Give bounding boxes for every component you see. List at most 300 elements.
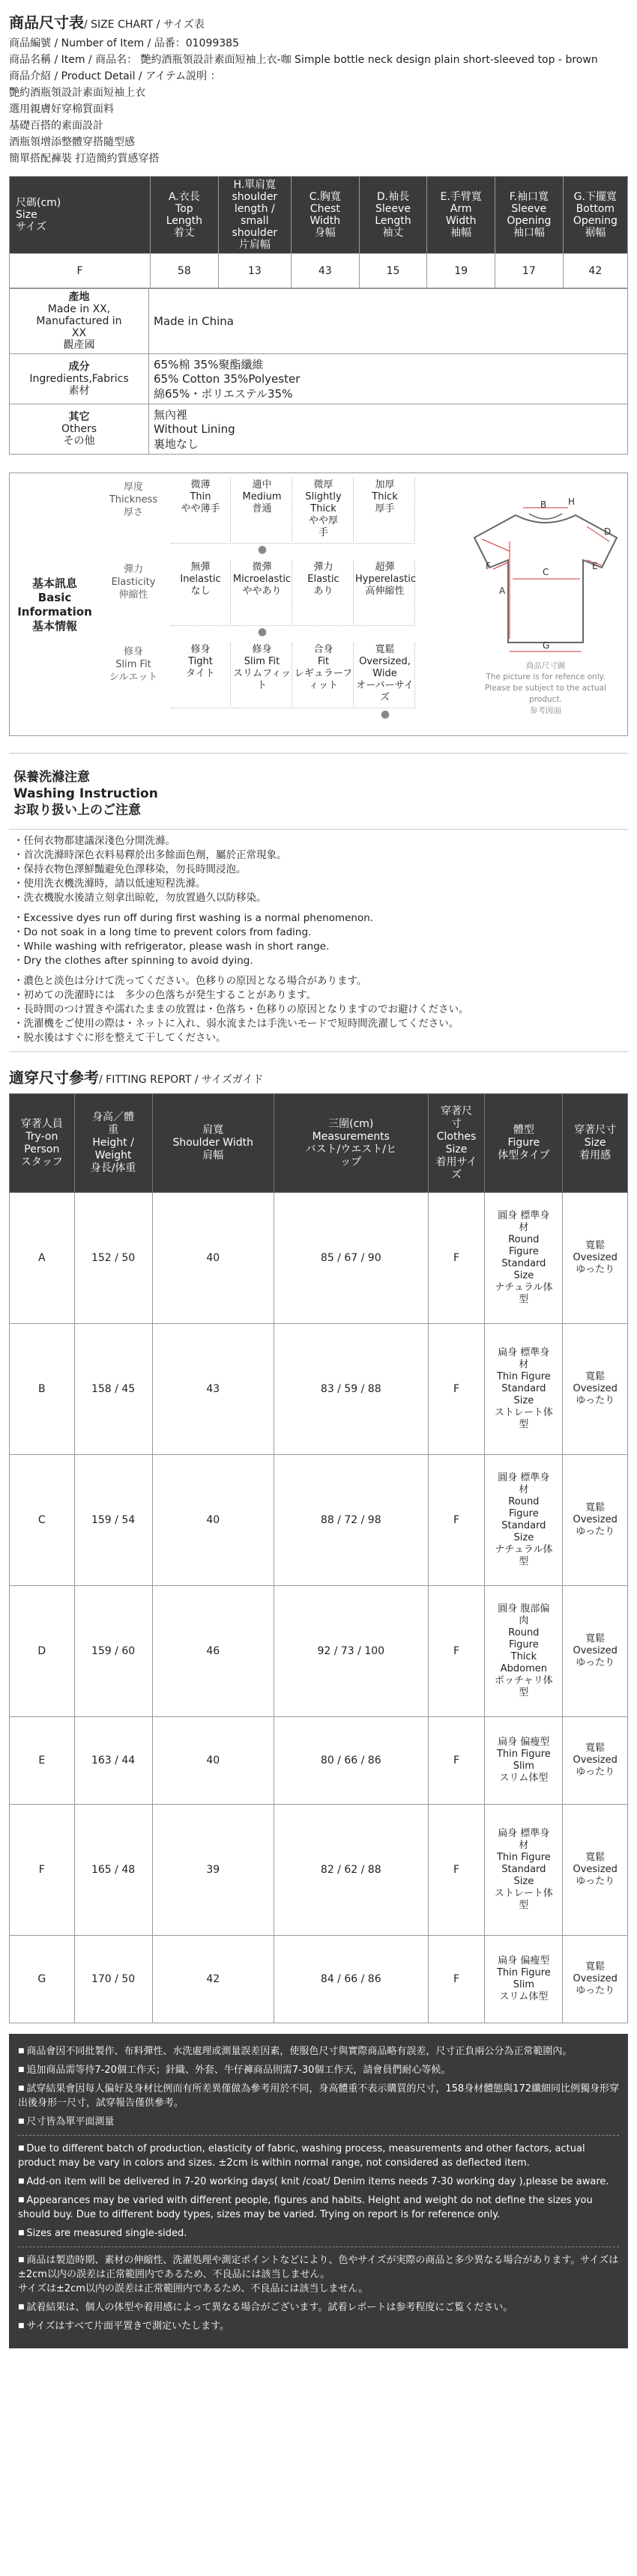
svg-text:C: C (543, 567, 549, 577)
washing-line: ・長時間のつけ置きや濡れたままの放置は・色落ち・色移りの原因となりますのでお避けください。 (13, 1003, 469, 1015)
report-shoulder: 39 (152, 1805, 274, 1936)
diagram-note-line: product. (529, 695, 562, 704)
report-figure-line: 圓身 腹部偏 (498, 1603, 550, 1614)
report-figure-line: 扁身 偏瘦型 (498, 1955, 550, 1966)
basic-info-label-line: 基本訊息 (31, 577, 77, 590)
svg-text:B: B (540, 499, 547, 510)
size-header-text: Length (375, 215, 411, 227)
size-header-text: Opening (507, 215, 552, 227)
report-shoulder: 40 (152, 1455, 274, 1586)
attribute-option-line: やや厚 (308, 515, 338, 526)
report-fit-line: Ovesized (573, 1252, 618, 1263)
info-label-text: Others (61, 423, 97, 435)
report-figure-line: Figure (509, 1508, 539, 1519)
report-row (10, 1717, 628, 1805)
attribute-option-line: Elastic (307, 574, 339, 585)
attribute-option-line: タイト (186, 668, 215, 679)
washing-title (9, 753, 628, 830)
attribute-name-line: 伸縮性 (118, 589, 148, 601)
attribute-name (100, 563, 167, 601)
info-label-text: Manufactured in (36, 315, 122, 327)
size-header-text: Top (175, 203, 193, 215)
size-header-text: 裾幅 (585, 227, 606, 239)
report-figure-line: Round (508, 1627, 540, 1638)
washing-section (0, 753, 637, 1052)
report-height-weight: 165 / 48 (74, 1805, 152, 1936)
report-figure-line: ナチュラル体 (495, 1282, 553, 1293)
attribute-name-line: 修身 (123, 646, 143, 657)
report-header-text: Size (584, 1137, 606, 1149)
attribute-name-line: 厚さ (123, 507, 143, 518)
attribute-option (171, 478, 231, 544)
size-header-cell (495, 177, 564, 254)
info-label-text: 成分 (68, 361, 90, 373)
report-shoulder: 42 (152, 1936, 274, 2023)
attribute-option-line: 合身 (313, 644, 333, 655)
report-figure-line: 型 (519, 1900, 529, 1911)
report-measurements: 82 / 62 / 88 (274, 1805, 428, 1936)
washing-line: ・濃色と淡色は分けて洗ってください。色移りの原因となる場合があります。 (13, 975, 367, 987)
report-figure-line: Round (508, 1234, 540, 1245)
report-measurements: 83 / 59 / 88 (274, 1324, 428, 1455)
report-shoulder: 40 (152, 1193, 274, 1324)
washing-line: ・任何衣物都建議深淺色分開洗滌。 (13, 835, 175, 847)
diagram-note (463, 660, 628, 717)
washing-line: ・Excessive dyes run off during first washing is a normal phenomenon. (13, 912, 374, 924)
attribute-option (232, 478, 292, 544)
report-figure (485, 1936, 563, 2023)
svg-text:A: A (499, 586, 506, 596)
fitting-report-section (0, 1052, 637, 2023)
report-fit-line: 寬鬆 (585, 1743, 606, 1754)
attribute-option-line: 微彈 (252, 562, 272, 573)
report-header-cell (152, 1094, 274, 1193)
report-measurements: 84 / 66 / 86 (274, 1936, 428, 2023)
attribute-option-line: スリムフィット (233, 668, 291, 691)
report-header-cell (274, 1094, 428, 1193)
report-figure-line: ストレート体 (494, 1888, 553, 1899)
report-figure-line: 材 (519, 1484, 529, 1495)
size-header-text: G.下擺寬 (573, 191, 617, 203)
report-shoulder: 40 (152, 1717, 274, 1805)
report-figure-line: Round (508, 1496, 540, 1507)
svg-text:E: E (592, 561, 598, 571)
notes-block (18, 2135, 619, 2241)
washing-en (9, 905, 628, 968)
report-figure-line: 型 (519, 1419, 529, 1430)
report-header-text: 肩幅 (202, 1149, 224, 1161)
washing-title-line: 保養洗滌注意 (13, 770, 90, 785)
attribute-name-line: 彈力 (123, 564, 143, 575)
report-fit (563, 1936, 628, 2023)
report-figure-line: 型 (519, 1687, 529, 1698)
washing-title-line: お取り扱い上のご注意 (13, 803, 141, 818)
washing-line: ・脱水後はすぐに形を整えて干してください。 (13, 1032, 226, 1044)
report-header-cell (428, 1094, 485, 1193)
basic-info-grid (100, 473, 452, 737)
note-line: ■ Sizes are measured single-sided. (18, 2226, 619, 2241)
size-header-text: 袖口幅 (513, 227, 545, 239)
washing-title-line: Washing Instruction (13, 786, 158, 801)
report-figure-line: 型 (519, 1556, 529, 1567)
attribute-option-line: Thick (310, 503, 336, 514)
size-header-cell (218, 177, 291, 254)
note-line: ■ 尺寸皆為單平面測量 (18, 2115, 619, 2129)
attribute-name-line: シルエット (109, 672, 158, 683)
report-figure-line: 扁身 標準身 (498, 1347, 550, 1358)
attribute-option (171, 560, 231, 626)
report-fit-line: Ovesized (573, 1383, 618, 1394)
selected-dot-icon: ● (257, 544, 268, 556)
attribute-option-line: あり (313, 586, 333, 597)
size-header-text: Length (166, 215, 202, 227)
note-line: ■ サイズはすべて片面平置きで測定いたします。 (18, 2319, 619, 2333)
report-figure-line: Slim (513, 1761, 534, 1772)
attribute-option-line: 寬鬆 (375, 644, 395, 655)
attribute-option-line: 普通 (252, 503, 272, 514)
attribute-name (100, 645, 167, 684)
size-header-text: 着丈 (173, 227, 195, 239)
info-label-text: 素材 (68, 385, 90, 397)
size-header-text: shoulder (232, 191, 278, 203)
report-row (10, 1193, 628, 1324)
info-value-text: 無內裡 (154, 408, 188, 422)
attribute-option-line: 微薄 (190, 479, 211, 490)
washing-line: ・While washing with refrigerator, please wash in short range. (13, 941, 330, 953)
attribute-option-line: 修身 (252, 644, 272, 655)
report-header-text: 穿著尺寸 (574, 1124, 617, 1136)
report-height-weight: 170 / 50 (74, 1936, 152, 2023)
header-section (0, 0, 637, 167)
washing-zh (9, 830, 628, 905)
report-header-text: Size (445, 1143, 468, 1155)
report-figure-line: 肉 (519, 1615, 529, 1626)
report-figure-line: 圓身 標準身 (498, 1472, 550, 1483)
attribute-option-line: なし (190, 586, 211, 597)
report-fit-line: ゆったり (576, 1985, 615, 1996)
report-figure-line: ストレート体 (494, 1407, 553, 1418)
size-header-text: サイズ (16, 221, 46, 233)
attribute-option (294, 560, 354, 626)
report-figure-line: スリム体型 (499, 1772, 549, 1784)
size-header-text: 身幅 (314, 227, 336, 239)
size-header-text: small (241, 215, 269, 227)
report-figure-line: 材 (519, 1359, 529, 1370)
report-fit-line: Ovesized (573, 1755, 618, 1766)
info-label-text: その他 (63, 435, 95, 447)
report-height-weight: 159 / 54 (74, 1455, 152, 1586)
size-header-text: length / (234, 203, 275, 215)
info-value-text: 65%棉 35%聚酯纖維 (154, 358, 264, 371)
report-fit-line: 寬鬆 (585, 1240, 606, 1251)
info-value-text: 65% Cotton 35%Polyester (154, 372, 301, 386)
info-label-text: Made in XX, (47, 303, 111, 315)
size-value-cell: 17 (495, 254, 564, 288)
note-line: ■ 商品は製造時期、素材の伸縮性、洗濯処理や測定ポイントなどにより、色やサイズが実際の商品と多少異なる場合があります。サイズは±2cm以内の誤差は正常範囲内であるため、不良品には該当しません。 サイズは±2cm以内の誤差は正常範囲内であるため、不良品には該当しません。 (18, 2253, 619, 2296)
report-figure-line: 圓身 標準身 (498, 1210, 550, 1221)
report-header-text: 体型タイプ (498, 1149, 550, 1161)
report-figure (485, 1717, 563, 1805)
size-header-text: Sleeve (375, 203, 411, 215)
report-fit-line: Ovesized (573, 1864, 618, 1875)
report-figure (485, 1193, 563, 1324)
attribute-option-line: 無彈 (190, 562, 211, 573)
info-label (10, 354, 149, 404)
report-header-cell (10, 1094, 75, 1193)
report-header-text: 肩寬 (202, 1124, 224, 1136)
report-fit-line: 寬鬆 (585, 1371, 606, 1382)
report-row (10, 1805, 628, 1936)
report-size: F (428, 1805, 485, 1936)
size-value-cell: 43 (291, 254, 359, 288)
report-person: A (10, 1193, 75, 1324)
report-shoulder: 46 (152, 1586, 274, 1717)
info-label-text: 其它 (68, 411, 90, 423)
size-chart-subtitle: / SIZE CHART / サイズ表 (84, 19, 205, 31)
size-header-text: Bottom (576, 203, 615, 215)
report-header-text: ズ (451, 1168, 462, 1181)
report-height-weight: 163 / 44 (74, 1717, 152, 1805)
attribute-option-line: 彈力 (313, 562, 333, 573)
attribute-option-line: Thin (190, 491, 211, 502)
size-header-text: shoulder (232, 227, 278, 239)
washing-line: ・Dry the clothes after spinning to avoid dying. (13, 955, 253, 967)
report-height-weight: 152 / 50 (74, 1193, 152, 1324)
report-header-text: Height / (92, 1137, 134, 1149)
attribute-name-line: Elasticity (111, 577, 156, 588)
report-figure-line: Thin Figure (496, 1371, 551, 1382)
report-header-text: Shoulder Width (172, 1137, 253, 1149)
report-measurements: 92 / 73 / 100 (274, 1586, 428, 1717)
svg-text:F: F (486, 561, 491, 571)
size-header-text: H.單肩寬 (233, 179, 277, 191)
report-header-text: ップ (340, 1155, 362, 1168)
info-value (149, 354, 628, 404)
report-figure-line: Abdomen (500, 1663, 547, 1674)
attribute-option (355, 643, 415, 708)
report-measurements: 80 / 66 / 86 (274, 1717, 428, 1805)
svg-text:D: D (604, 526, 612, 537)
info-value-text: Made in China (154, 315, 234, 328)
attribute-option-line: Thick (372, 491, 398, 502)
size-header-text: Size (16, 209, 37, 221)
attribute-option (355, 478, 415, 544)
report-header-text: 身長/体重 (90, 1162, 136, 1174)
basic-info-label-line: Basic (37, 591, 72, 604)
size-header-text: F.袖口寬 (509, 191, 549, 203)
size-header-text: Chest (310, 203, 340, 215)
tshirt-diagram-icon (463, 485, 628, 657)
note-line: ■ 試穿結果會因每人偏好及身材比例而有所差異僅做為參考用於不同，身高體重不表示購買的尺寸，158身材體態與172纖細同比例獨身形穿出後身形一尺寸，試穿報告僅供參考。 (18, 2082, 619, 2110)
attribute-option-line: 厚手 (375, 503, 395, 514)
attribute-option-line: 超彈 (375, 562, 395, 573)
size-header-cell (151, 177, 219, 254)
report-fit-line: 寬鬆 (585, 1961, 606, 1972)
garment-diagram (463, 485, 628, 732)
size-value-cell: 15 (359, 254, 427, 288)
attribute-option-line: 高伸縮性 (365, 586, 405, 597)
size-value-cell: F (10, 254, 151, 288)
washing-line: ・初めての洗濯時には 多少の色落ちが発生することがあります。 (13, 989, 316, 1001)
info-value-text: Without Lining (154, 422, 235, 436)
selected-dot-icon: ● (257, 626, 268, 638)
size-value-cell: 42 (563, 254, 627, 288)
report-size: F (428, 1193, 485, 1324)
info-label-text: 產地 (68, 291, 90, 303)
report-figure-line: Standard (501, 1520, 546, 1531)
report-figure-line: Slim (513, 1979, 534, 1990)
report-height-weight: 158 / 45 (74, 1324, 152, 1455)
description-line: 艷約酒瓶領設計素面短袖上衣 (9, 87, 145, 99)
attribute-option-line: 適中 (252, 479, 272, 490)
report-fit-line: 寬鬆 (585, 1852, 606, 1863)
report-header-text: Figure (507, 1137, 540, 1149)
report-figure-line: Thin Figure (496, 1852, 551, 1863)
report-fit (563, 1805, 628, 1936)
info-row (10, 289, 628, 354)
report-measurements: 88 / 72 / 98 (274, 1455, 428, 1586)
report-person: D (10, 1586, 75, 1717)
report-row (10, 1936, 628, 2023)
report-header-cell (74, 1094, 152, 1193)
report-figure-line: Thin Figure (496, 1967, 551, 1978)
report-figure-line: スリム体型 (499, 1991, 549, 2002)
fitting-report-title: 適穿尺寸參考 (9, 1069, 99, 1087)
report-fit-line: ゆったり (576, 1657, 615, 1668)
diagram-note-line: 参考図面 (530, 706, 561, 715)
size-value-cell: 13 (218, 254, 291, 288)
washing-line: ・首次洗滌時深色衣料易釋於出多餘面色劑，屬於正常現象。 (13, 849, 287, 861)
attribute-option-line: やや薄手 (181, 503, 220, 514)
size-header-text: Opening (573, 215, 618, 227)
size-header-text: 袖幅 (450, 227, 472, 239)
info-row (10, 354, 628, 404)
report-shoulder: 43 (152, 1324, 274, 1455)
attribute-name-line: 厚度 (123, 482, 143, 493)
report-header-text: Measurements (312, 1130, 390, 1143)
report-header-text: Person (24, 1143, 60, 1155)
description-line: 選用親膚好穿棉質面料 (9, 103, 114, 115)
report-figure-line: 材 (519, 1222, 529, 1233)
report-row (10, 1324, 628, 1455)
svg-text:G: G (543, 640, 550, 651)
size-header-text: 尺碼(cm) (16, 197, 61, 209)
attribute-option-line: Fit (317, 656, 330, 667)
report-fit-line: 寬鬆 (585, 1633, 606, 1644)
info-value-text: 裏地なし (154, 437, 199, 451)
svg-text:H: H (568, 496, 576, 507)
report-header-text: 體型 (513, 1124, 534, 1136)
size-header-cell (10, 177, 151, 254)
attribute-option-line: Tight (188, 656, 213, 667)
report-measurements: 85 / 67 / 90 (274, 1193, 428, 1324)
note-line: ■ 商品會因不同批製作、布料彈性、水洗處理或測量誤差因素，使服色尺寸與實際商品略有誤差，尺寸正負兩公分為正常範圍內。 (18, 2044, 619, 2059)
basic-info-box (9, 473, 628, 736)
size-header-text: E.手臂寬 (440, 191, 482, 203)
report-header-text: 着用サイ (435, 1155, 477, 1168)
report-figure-line: 型 (519, 1294, 529, 1305)
size-header-text: D.袖長 (376, 191, 410, 203)
description-line: 商品名稱 / Item / 商品名： 艷約酒瓶領設計素面短袖上衣-咖 Simple bottle neck design plain short-sleeved top - brown (9, 54, 598, 66)
selected-dot-icon: ● (380, 708, 390, 720)
washing-line: ・Do not soak in a long time to prevent colors from fading. (13, 926, 312, 938)
notes-block (18, 2044, 619, 2129)
report-size: F (428, 1936, 485, 2023)
report-fit-line: Ovesized (573, 1645, 618, 1656)
note-line: ■ Appearances may be varied with different people, figures and habits. Height and weight do not define the sizes you should buy. Due to different body types, sizes may be varied. Trying on report is for reference only. (18, 2193, 619, 2222)
note-line: ■ 試着結果は、個人の体型や着用感によって異なる場合がございます。試着レポートは参考程度にご覧ください。 (18, 2300, 619, 2315)
size-table (9, 176, 628, 288)
report-size: F (428, 1586, 485, 1717)
fitting-report-table (9, 1093, 628, 2023)
info-value-text: 綿65%・ポリエステル35% (154, 387, 293, 401)
report-figure-line: 材 (519, 1840, 529, 1851)
report-figure (485, 1455, 563, 1586)
size-chart-title: 商品尺寸表 (9, 13, 84, 31)
attribute-name (100, 481, 167, 519)
report-figure-line: ナチュラル体 (495, 1544, 553, 1555)
washing-line: ・洗濯機をご使用の際は・ネットに入れ、弱水流または手洗いモードで短時間洗濯してください。 (13, 1018, 459, 1030)
report-person: F (10, 1805, 75, 1936)
report-figure-line: Thick (510, 1651, 537, 1662)
report-figure-line: Standard (501, 1864, 546, 1875)
attribute-option-line: Inelastic (180, 574, 221, 585)
report-figure-line: ポッチャリ体 (495, 1675, 553, 1686)
basic-info-label-line: 基本情報 (31, 619, 77, 633)
attribute-option-line: ややあり (242, 586, 282, 597)
size-table-section (0, 176, 637, 455)
attribute-option-line: Hyperelastic (355, 574, 416, 585)
report-figure-line: Figure (509, 1639, 539, 1650)
attribute-option (171, 643, 231, 708)
report-person: E (10, 1717, 75, 1805)
report-size: F (428, 1455, 485, 1586)
note-line: ■ Add-on item will be delivered in 7-20 working days( knit /coat/ Denim items needs 7-30 working day ),please be aware. (18, 2175, 619, 2189)
report-fit (563, 1193, 628, 1324)
attribute-name-line: Thickness (109, 494, 158, 505)
report-header-text: スタッフ (20, 1155, 63, 1168)
report-fit-line: Ovesized (573, 1973, 618, 1984)
attribute-option-line: Wide (372, 668, 397, 679)
washing-line: ・使用洗衣機洗滌時，請以低速短程洗滌。 (13, 878, 206, 890)
report-header-text: 穿著尺 (441, 1105, 473, 1117)
report-figure-line: Standard (501, 1258, 546, 1269)
diagram-note-line: 商品尺寸圖 (525, 661, 566, 670)
fitting-report-subtitle: / FITTING REPORT / サイズガイド (99, 1074, 264, 1086)
attribute-option-line: 修身 (190, 644, 211, 655)
report-figure-line: Thin Figure (496, 1749, 551, 1760)
attribute-option (232, 560, 292, 626)
product-description (9, 35, 628, 167)
report-fit (563, 1455, 628, 1586)
report-fit-line: ゆったり (576, 1876, 615, 1887)
info-value (149, 289, 628, 354)
description-line: 商品編號 / Number of Item / 品番：01099385 (9, 37, 239, 49)
info-value (149, 404, 628, 455)
report-header-cell (485, 1094, 563, 1193)
notes-block (18, 2247, 619, 2333)
report-header-text: 身高／體 (92, 1111, 135, 1123)
basic-info-label (10, 473, 100, 737)
report-fit (563, 1586, 628, 1717)
attribute-option-line: Medium (242, 491, 282, 502)
basic-info-label-line: Information (17, 605, 92, 619)
size-header-text: C.胸寬 (309, 191, 341, 203)
size-header-text: Sleeve (511, 203, 547, 215)
info-label (10, 404, 149, 455)
diagram-note-line: Please be subject to the actual (484, 684, 607, 693)
size-header-text: Width (310, 215, 341, 227)
